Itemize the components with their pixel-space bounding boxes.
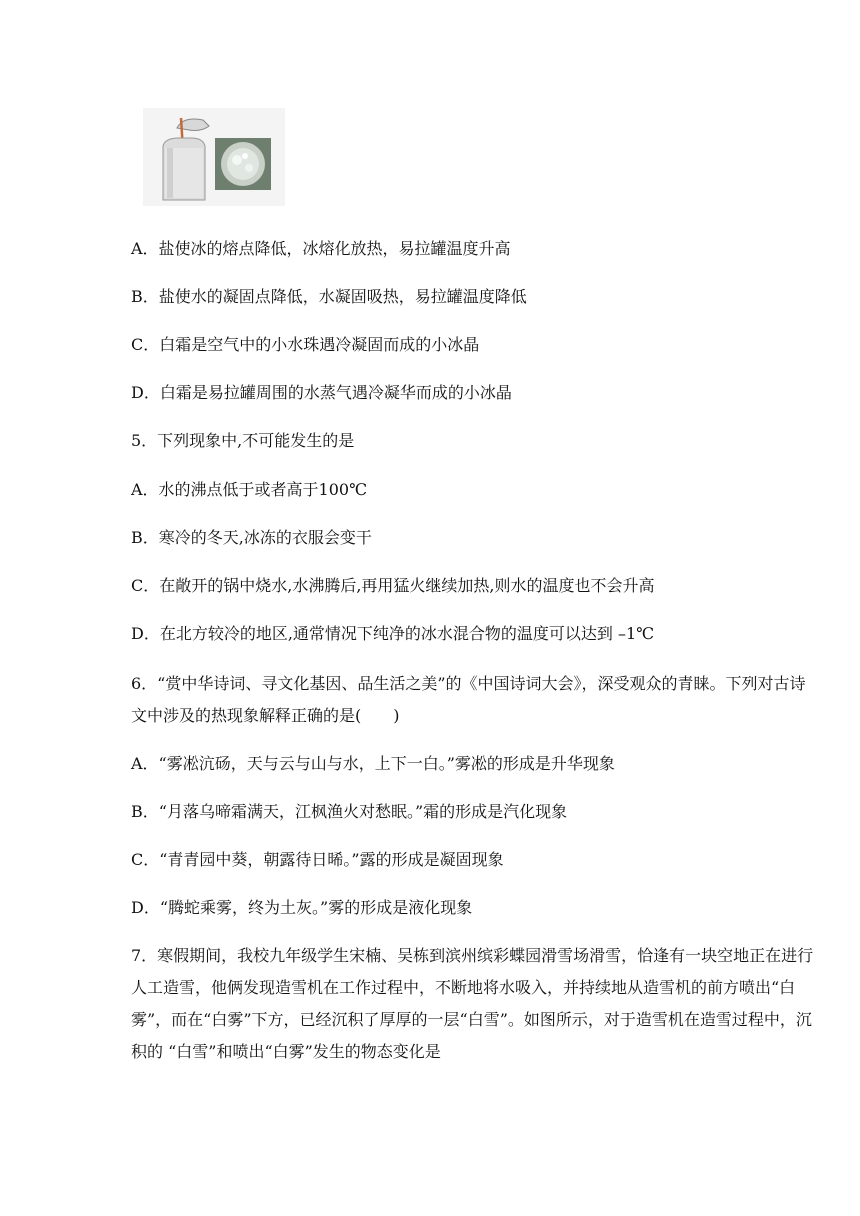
can-frost-figure <box>143 108 285 206</box>
q5-option-b: B．寒冷的冬天,冰冻的衣服会变干 <box>131 528 372 547</box>
q6-option-c: C．“青青园中葵，朝露待日晞。”露的形成是凝固现象 <box>131 850 504 869</box>
q4-option-d: D．白霜是易拉罐周围的水蒸气遇冷凝华而成的小冰晶 <box>131 383 512 402</box>
can-with-ice-and-frost-photo <box>143 108 285 206</box>
q6-option-b: B．“月落乌啼霜满天，江枫渔火对愁眠。”霜的形成是汽化现象 <box>131 802 568 821</box>
q5-option-d: D．在北方较冷的地区,通常情况下纯净的冰水混合物的温度可以达到 –1℃ <box>131 624 655 643</box>
q7-stem: 7．寒假期间，我校九年级学生宋楠、吴栋到滨州缤彩蝶园滑雪场滑雪，恰逢有一块空地正在进行人工造雪，他俩发现造雪机在工作过程中，不断地将水吸入，并持续地从造雪机的前方喷出“白雾”，而在“白雾”下方，已经沉积了厚厚的一层“白雪”。如图所示，对于造雪机在造雪过程中，沉积的 “白雪”和喷出“白雾”发生的物态变化是 <box>131 946 814 1061</box>
q6-option-a: A．“雾凇沆砀，天与云与山与水，上下一白。”雾凇的形成是升华现象 <box>131 754 615 773</box>
q4-option-b: B．盐使水的凝固点降低，水凝固吸热，易拉罐温度降低 <box>131 287 527 306</box>
q5-stem: 5．下列现象中,不可能发生的是 <box>131 431 355 450</box>
q4-option-a: A．盐使冰的熔点降低，冰熔化放热，易拉罐温度升高 <box>131 239 511 258</box>
q5-option-c: C．在敞开的锅中烧水,水沸腾后,再用猛火继续加热,则水的温度也不会升高 <box>131 576 655 595</box>
q5-option-a: A．水的沸点低于或者高于100℃ <box>131 480 367 499</box>
q6-option-d: D．“腾蛇乘雾，终为土灰。”雾的形成是液化现象 <box>131 898 473 917</box>
q4-option-c: C．白霜是空气中的小水珠遇冷凝固而成的小冰晶 <box>131 335 480 354</box>
q6-stem: 6．“赏中华诗词、寻文化基因、品生活之美”的《中国诗词大会》，深受观众的青睐。下列对古诗文中涉及的热现象解释正确的是( ) <box>131 674 806 725</box>
